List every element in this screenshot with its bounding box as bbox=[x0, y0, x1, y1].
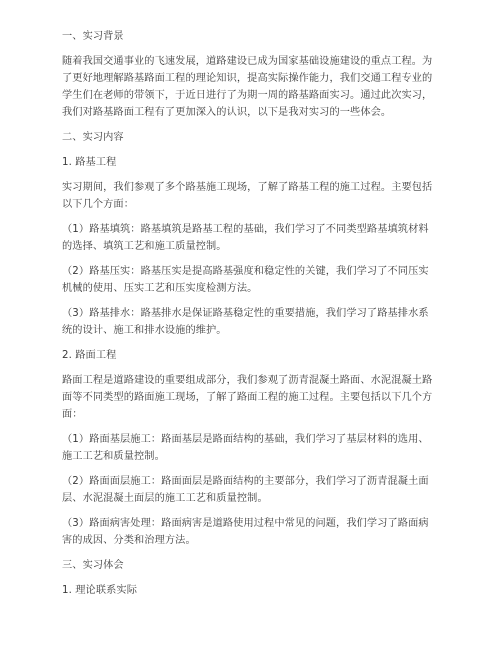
paragraph-line: （1）路基填筑：路基填筑是路基工程的基础，我们学习了不同类型路基填筑材料 bbox=[62, 224, 429, 235]
paragraph-line: 害的成因、分类和治理方法。 bbox=[62, 535, 196, 546]
list-item-pavement-distress bbox=[62, 515, 444, 549]
subheading-theory-practice: 1. 理论联系实际 bbox=[62, 585, 137, 596]
paragraph-line: 机械的使用、压实工艺和压实度检测方法。 bbox=[62, 283, 258, 294]
paragraph-line: 面： bbox=[62, 409, 83, 420]
paragraph-line: （2）路面面层施工：路面面层是路面结构的主要部分，我们学习了沥青混凝土面 bbox=[62, 476, 429, 487]
section-heading-background: 一、实习背景 bbox=[62, 31, 124, 42]
paragraph-line: 统的设计、施工和排水设施的维护。 bbox=[62, 325, 227, 336]
section-heading-reflection: 三、实习体会 bbox=[62, 560, 124, 571]
list-item-roadbed-filling bbox=[62, 221, 444, 255]
section-heading-content: 二、实习内容 bbox=[62, 132, 124, 143]
paragraph-background bbox=[62, 53, 444, 121]
paragraph-line: 学生们在老师的带领下，于近日进行了为期一周的路基路面实习。通过此次实习， bbox=[62, 90, 433, 101]
paragraph-line: 实习期间，我们参观了多个路基施工现场，了解了路基工程的施工过程。主要包括 bbox=[62, 182, 433, 193]
paragraph-line: （1）路面基层施工：路面基层是路面结构的基础，我们学习了基层材料的选用、 bbox=[62, 434, 429, 445]
paragraph-line: 施工工艺和质量控制。 bbox=[62, 451, 165, 462]
paragraph-line: （2）路基压实：路基压实是提高路基强度和稳定性的关键，我们学习了不同压实 bbox=[62, 266, 429, 277]
list-item-pavement-surface bbox=[62, 473, 444, 507]
paragraph-line: （3）路面病害处理：路面病害是道路使用过程中常见的问题，我们学习了路面病 bbox=[62, 518, 429, 529]
list-item-pavement-base bbox=[62, 431, 444, 465]
paragraph-roadbed-intro bbox=[62, 179, 444, 213]
paragraph-line: 了更好地理解路基路面工程的理论知识，提高实际操作能力，我们交通工程专业的 bbox=[62, 73, 433, 84]
paragraph-pavement-intro bbox=[62, 372, 444, 423]
paragraph-line: 以下几个方面： bbox=[62, 199, 135, 210]
paragraph-line: 面等不同类型的路面施工现场，了解了路面工程的施工过程。主要包括以下几个方 bbox=[62, 392, 433, 403]
paragraph-line: 层、水泥混凝土面层的施工工艺和质量控制。 bbox=[62, 493, 268, 504]
paragraph-line: 我们对路基路面工程有了更加深入的认识，以下是我对实习的一些体会。 bbox=[62, 107, 392, 118]
document-body bbox=[62, 28, 444, 599]
paragraph-line: 随着我国交通事业的飞速发展，道路建设已成为国家基础设施建设的重点工程。为 bbox=[62, 56, 433, 67]
paragraph-line: 路面工程是道路建设的重要组成部分，我们参观了沥青混凝土路面、水泥混凝土路 bbox=[62, 375, 433, 386]
paragraph-line: 的选择、填筑工艺和施工质量控制。 bbox=[62, 241, 227, 252]
list-item-roadbed-drainage bbox=[62, 305, 444, 339]
list-item-roadbed-compaction bbox=[62, 263, 444, 297]
subheading-roadbed: 1. 路基工程 bbox=[62, 157, 117, 168]
subheading-pavement: 2. 路面工程 bbox=[62, 350, 117, 361]
paragraph-line: （3）路基排水：路基排水是保证路基稳定性的重要措施，我们学习了路基排水系 bbox=[62, 308, 429, 319]
